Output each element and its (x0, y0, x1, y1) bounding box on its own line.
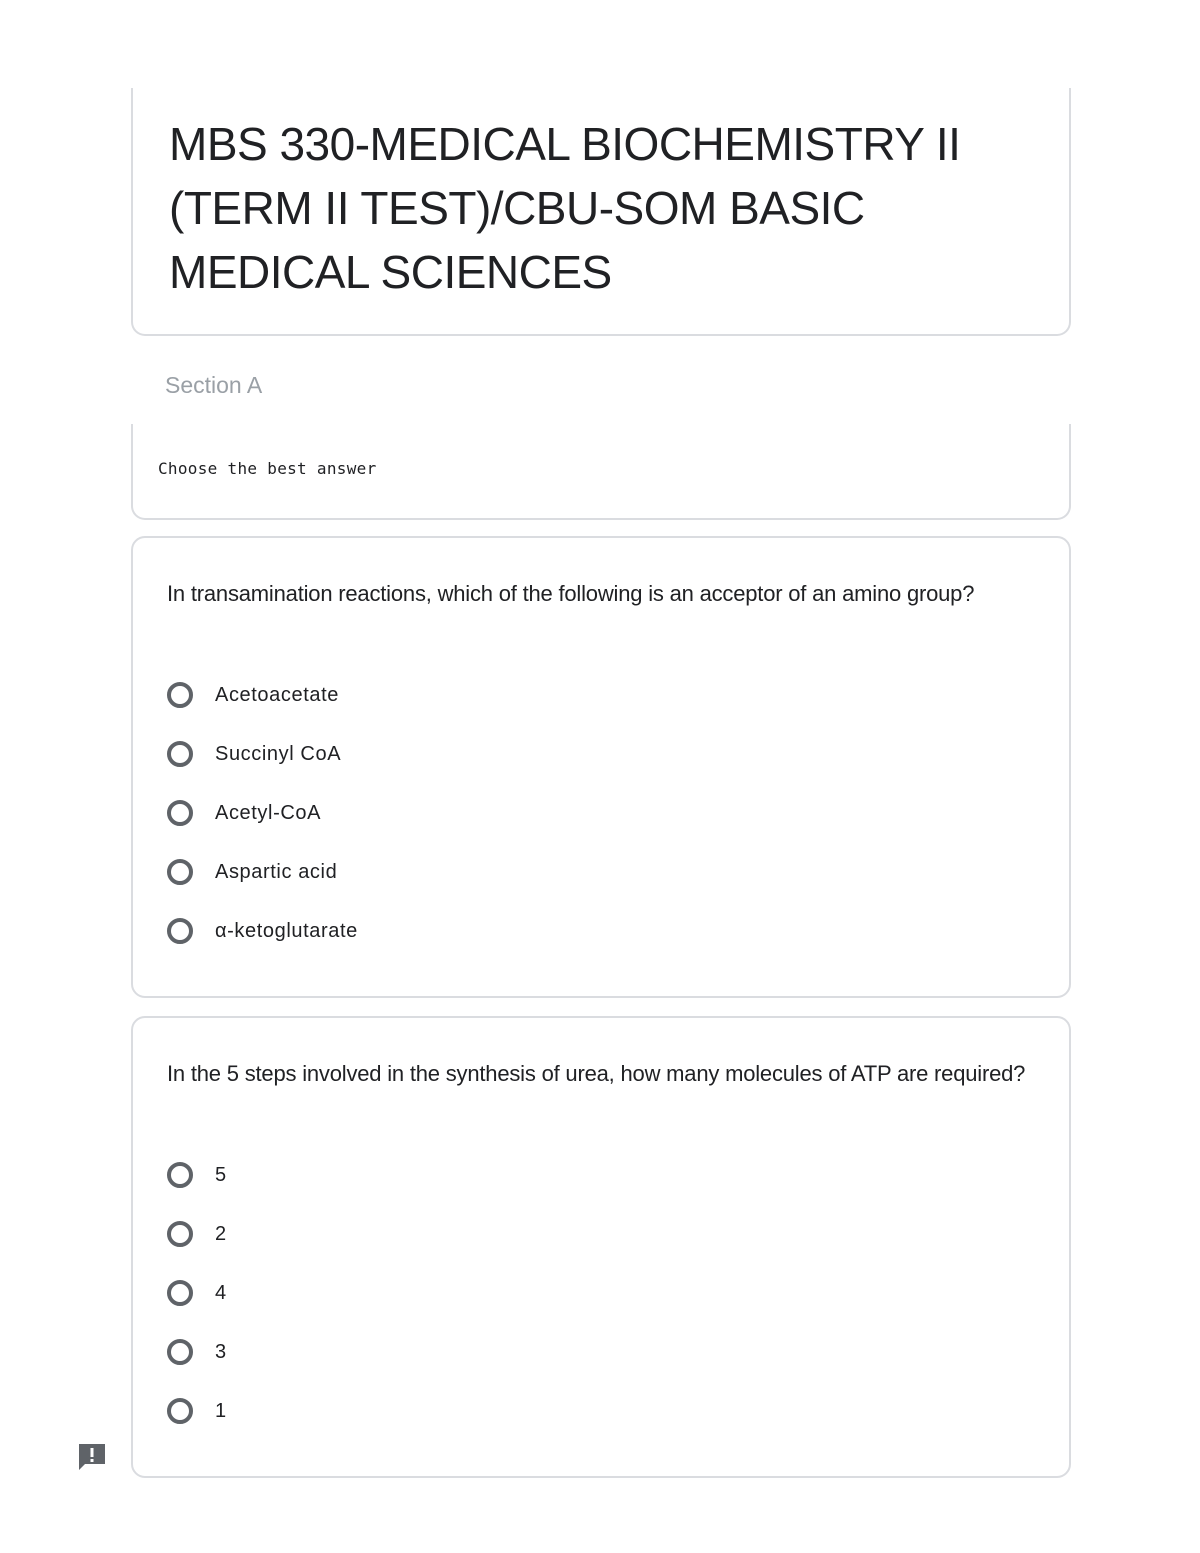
question-card-2 (131, 1016, 1071, 1478)
question-text: In transamination reactions, which of the following is an acceptor of an amino group? (167, 581, 975, 606)
option-3[interactable] (167, 1337, 1027, 1396)
radio-unchecked-icon[interactable] (167, 1280, 193, 1306)
options-list (167, 1160, 1027, 1455)
radio-unchecked-icon[interactable] (167, 1398, 193, 1424)
option-label: 3 (215, 1341, 227, 1363)
option-alpha-ketoglutarate[interactable] (167, 916, 1027, 975)
radio-unchecked-icon[interactable] (167, 918, 193, 944)
radio-unchecked-icon[interactable] (167, 1221, 193, 1247)
radio-unchecked-icon[interactable] (167, 1162, 193, 1188)
radio-unchecked-icon[interactable] (167, 1339, 193, 1365)
form-title: MBS 330-MEDICAL BIOCHEMISTRY II (TERM II TEST)/CBU-SOM BASIC MEDICAL SCIENCES (169, 118, 961, 298)
radio-unchecked-icon[interactable] (167, 682, 193, 708)
option-aspartic-acid[interactable] (167, 857, 1027, 916)
option-label: 5 (215, 1164, 227, 1186)
radio-unchecked-icon[interactable] (167, 800, 193, 826)
option-acetoacetate[interactable] (167, 680, 1027, 739)
section-description-card (131, 424, 1071, 520)
options-list (167, 680, 1027, 975)
option-5[interactable] (167, 1160, 1027, 1219)
option-4[interactable] (167, 1278, 1027, 1337)
option-label: Succinyl CoA (215, 743, 342, 765)
option-label: Acetoacetate (215, 684, 339, 706)
question-text: In the 5 steps involved in the synthesis of urea, how many molecules of ATP are required? (167, 1061, 1026, 1086)
question-card-1 (131, 536, 1071, 998)
option-label: Aspartic acid (215, 861, 338, 883)
report-feedback-button[interactable] (76, 1441, 108, 1473)
section-label: Section A (165, 372, 263, 398)
option-label: Acetyl-CoA (215, 802, 322, 824)
radio-unchecked-icon[interactable] (167, 859, 193, 885)
option-acetyl-coa[interactable] (167, 798, 1027, 857)
option-label: α-ketoglutarate (215, 920, 358, 942)
option-label: 4 (215, 1282, 227, 1304)
report-feedback-icon (76, 1441, 108, 1473)
option-1[interactable] (167, 1396, 1027, 1455)
option-2[interactable] (167, 1219, 1027, 1278)
option-label: 2 (215, 1223, 227, 1245)
section-description: Choose the best answer (158, 459, 377, 478)
option-succinyl-coa[interactable] (167, 739, 1027, 798)
option-label: 1 (215, 1400, 227, 1422)
radio-unchecked-icon[interactable] (167, 741, 193, 767)
form-title-card (131, 88, 1071, 336)
